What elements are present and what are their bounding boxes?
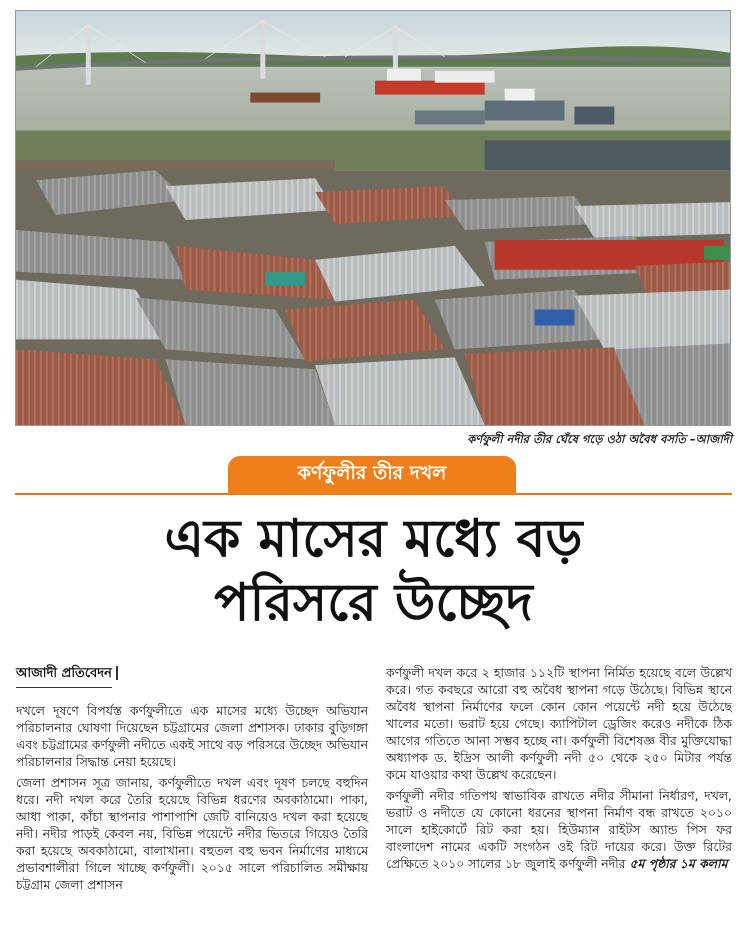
continued-reference[interactable]: ৫ম পৃষ্ঠার ১ম কলাম — [629, 856, 728, 871]
byline: আজাদী প্রতিবেদন — [16, 664, 112, 688]
riverbank-settlement-illustration — [16, 11, 730, 425]
article-column-2 — [386, 664, 732, 876]
paragraph: দখলে দূষণে বিপর্যস্ত কর্ণফুলীতে এক মাসের মধ্যে উচ্ছেদ অভিযান পরিচালনার ঘোষণা দিয়েছেন চট্টগ্রামের জেলা প্রশাসক। ঢাকার বুড়িগঙ্গা এবং চট্টগ্রামের কর্ণফুলী নদীতে একই সাথে বড় পরিসরে উচ্ছেদ অভিযান পরিচালনার সিদ্ধান্ত নেয়া হয়েছে। — [16, 703, 368, 769]
news-photo — [15, 10, 731, 426]
paragraph: কর্ণফুলী দখল করে ২ হাজার ১১২টি স্থাপনা নির্মিত হয়েছে বলে উল্লেখ করে। গত কবছরে আরো বহু অবৈধ স্থাপনা গড়ে উঠেছে। বিভিন্ন স্থানে অবৈধ স্থাপনা নির্মাণের ফলে কোন কোন পয়েন্টে নদী হয়ে উঠেছে খালের মতো। ভরাট হয়ে গেছে। ক্যাপিটাল ড্রেজিং করেও নদীকে ঠিক আগের গতিতে আনা সম্ভব হচ্ছে না। কর্ণফুলী বিশেষজ্ঞ বীর মুক্তিযোদ্ধা অধ্যাপক ড. ইদ্রিস আলী কর্ণফুলী নদী ৫০ থেকে ২৫০ মিটার পর্যন্ত কমে যাওয়ার কথা উল্লেখ করেছেন। — [386, 665, 732, 782]
paragraph-text: কর্ণফুলী নদীর গতিপথ স্বাভাবিক রাখতে নদীর সীমানা নির্ধারণ, দখল, ভরাট ও নদীতে যে কোনো ধরনের স্থাপনা নির্মাণ বন্ধ রাখতে ২০১০ সালে হাইকোর্টে রিট করা হয়। হিউম্যান রাইটস অ্যান্ড পিস ফর বাংলাদেশ নামের একটি সংগঠন ওই রিট দায়ের করে। উক্ত রিটের প্রেক্ষিতে ২০১০ সালের ১৮ জুলাই কর্ণফুলী নদীর — [386, 788, 732, 871]
photo-caption: কর্ণফুলী নদীর তীর ঘেঁষে গড়ে ওঠা অবৈধ বসতি –আজাদী — [467, 432, 732, 446]
article-column-1 — [16, 702, 368, 897]
headline — [15, 507, 732, 635]
paragraph — [386, 787, 732, 872]
headline-line-1: এক মাসের মধ্যে বড় — [164, 509, 583, 569]
headline-line-2: পরিসরে উচ্ছেদ — [214, 573, 533, 633]
paragraph: জেলা প্রশাসন সূত্র জানায়, কর্ণফুলীতে দখল এবং দূষণ চলছে বহুদিন ধরে। নদী দখল করে তৈরি হয়েছে বিভিন্ন ধরণের অবকাঠামো। পাকা, আধা পাকা, কাঁচা স্থাপনার পাশাপাশি জেটি বানিয়েও দখল করা হয়েছে নদী। নদীর পাড়ই কেবল নয়, বিভিন্ন পয়েন্টে নদীর ভিতরে গিয়েও তৈরি করা হয়েছে অবকাঠামো, বালাখানা। বহুতল বহু ভবন নির্মাণের মাধ্যমে প্রভাবশালীরা গিলে খাচ্ছে কর্ণফুলী। ২০১৫ সালে পরিচালিত সমীক্ষায় চট্টগ্রাম জেলা প্রশাসন — [16, 775, 368, 892]
section-tag: কর্ণফুলীর তীর দখল — [228, 456, 516, 494]
